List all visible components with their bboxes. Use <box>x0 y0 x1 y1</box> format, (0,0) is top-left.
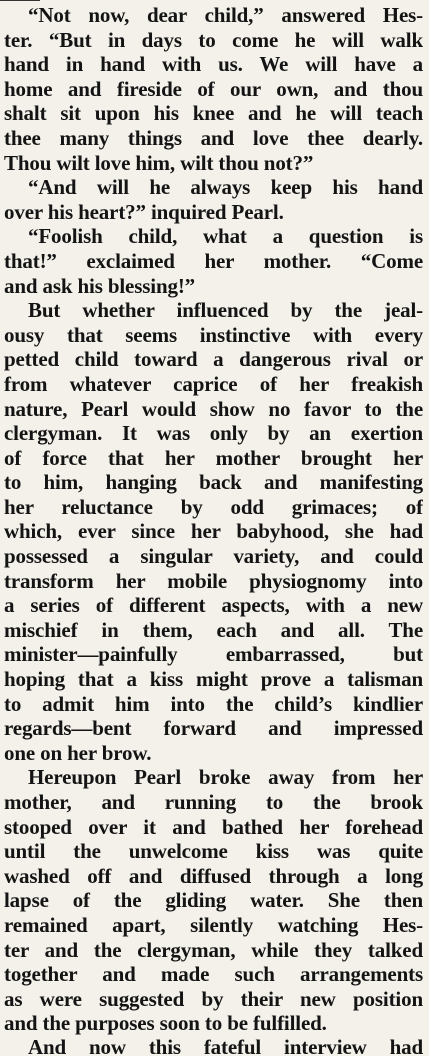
text-line: clergyman. It was only by an exertion <box>4 421 423 446</box>
text-line: shalt sit upon his knee and he will teach <box>4 101 423 126</box>
text-line: until the unwelcome kiss was quite <box>4 839 423 864</box>
text-line: that!” exclaimed her mother. “Come <box>4 248 423 273</box>
text-line: hoping that a kiss might prove a talisman <box>4 667 423 692</box>
text-line: regards—bent forward and impressed <box>4 716 423 741</box>
text-line: ter and the clergyman, while they talked <box>4 937 423 962</box>
text-line: And now this fateful interview had <box>28 1035 423 1056</box>
text-line: “And will he always keep his hand <box>28 175 423 200</box>
text-line: ousy that seems instinctive with every <box>4 322 423 347</box>
text-line: of force that her mother brought her <box>4 445 423 470</box>
text-line: ter. “But in days to come he will walk <box>4 27 423 52</box>
article-body <box>4 3 423 1056</box>
text-line: petted child toward a dangerous rival or <box>4 347 423 372</box>
text-line: stooped over it and bathed her forehead <box>4 814 423 839</box>
text-line: over his heart?” inquired Pearl. <box>4 199 284 224</box>
text-line: minister—painfully embarrassed, but <box>4 642 423 667</box>
text-line: remained apart, silently watching Hes- <box>4 912 423 937</box>
text-line: to him, hanging back and manifesting <box>4 470 423 495</box>
top-rule <box>0 0 40 1</box>
text-line: possessed a singular variety, and could <box>4 544 423 569</box>
text-line: thee many things and love thee dearly. <box>4 125 423 150</box>
text-line: washed off and diffused through a long <box>4 863 423 888</box>
text-line: which, ever since her babyhood, she had <box>4 519 423 544</box>
text-line: Thou wilt love him, wilt thou not?” <box>4 150 314 175</box>
text-line: home and fireside of our own, and thou <box>4 76 423 101</box>
text-line: together and made such arrangements <box>4 962 423 987</box>
text-line: her reluctance by odd grimaces; of <box>4 494 423 519</box>
text-line: hand in hand with us. We will have a <box>4 52 423 77</box>
text-line: and the purposes soon to be fulfilled. <box>4 1011 327 1036</box>
text-line: mother, and running to the brook <box>4 790 423 814</box>
text-line: as were suggested by their new position <box>4 986 423 1011</box>
text-line: Hereupon Pearl broke away from her <box>28 765 423 790</box>
text-line: nature, Pearl would show no favor to the <box>4 396 423 421</box>
text-line: But whether influenced by the jeal- <box>28 298 423 323</box>
text-line: and ask his blessing!” <box>4 273 196 298</box>
text-line: one on her brow. <box>4 740 152 765</box>
text-line: a series of different aspects, with a new <box>4 593 423 618</box>
text-line: “Foolish child, what a question is <box>28 224 423 249</box>
text-line: lapse of the gliding water. She then <box>4 888 423 913</box>
text-line: to admit him into the child’s kindlier <box>4 691 423 716</box>
text-line: from whatever caprice of her freakish <box>4 371 423 396</box>
text-line: transform her mobile physiognomy into <box>4 568 423 593</box>
text-line: “Not now, dear child,” answered Hes- <box>28 3 423 27</box>
text-line: mischief in them, each and all. The <box>4 617 423 642</box>
